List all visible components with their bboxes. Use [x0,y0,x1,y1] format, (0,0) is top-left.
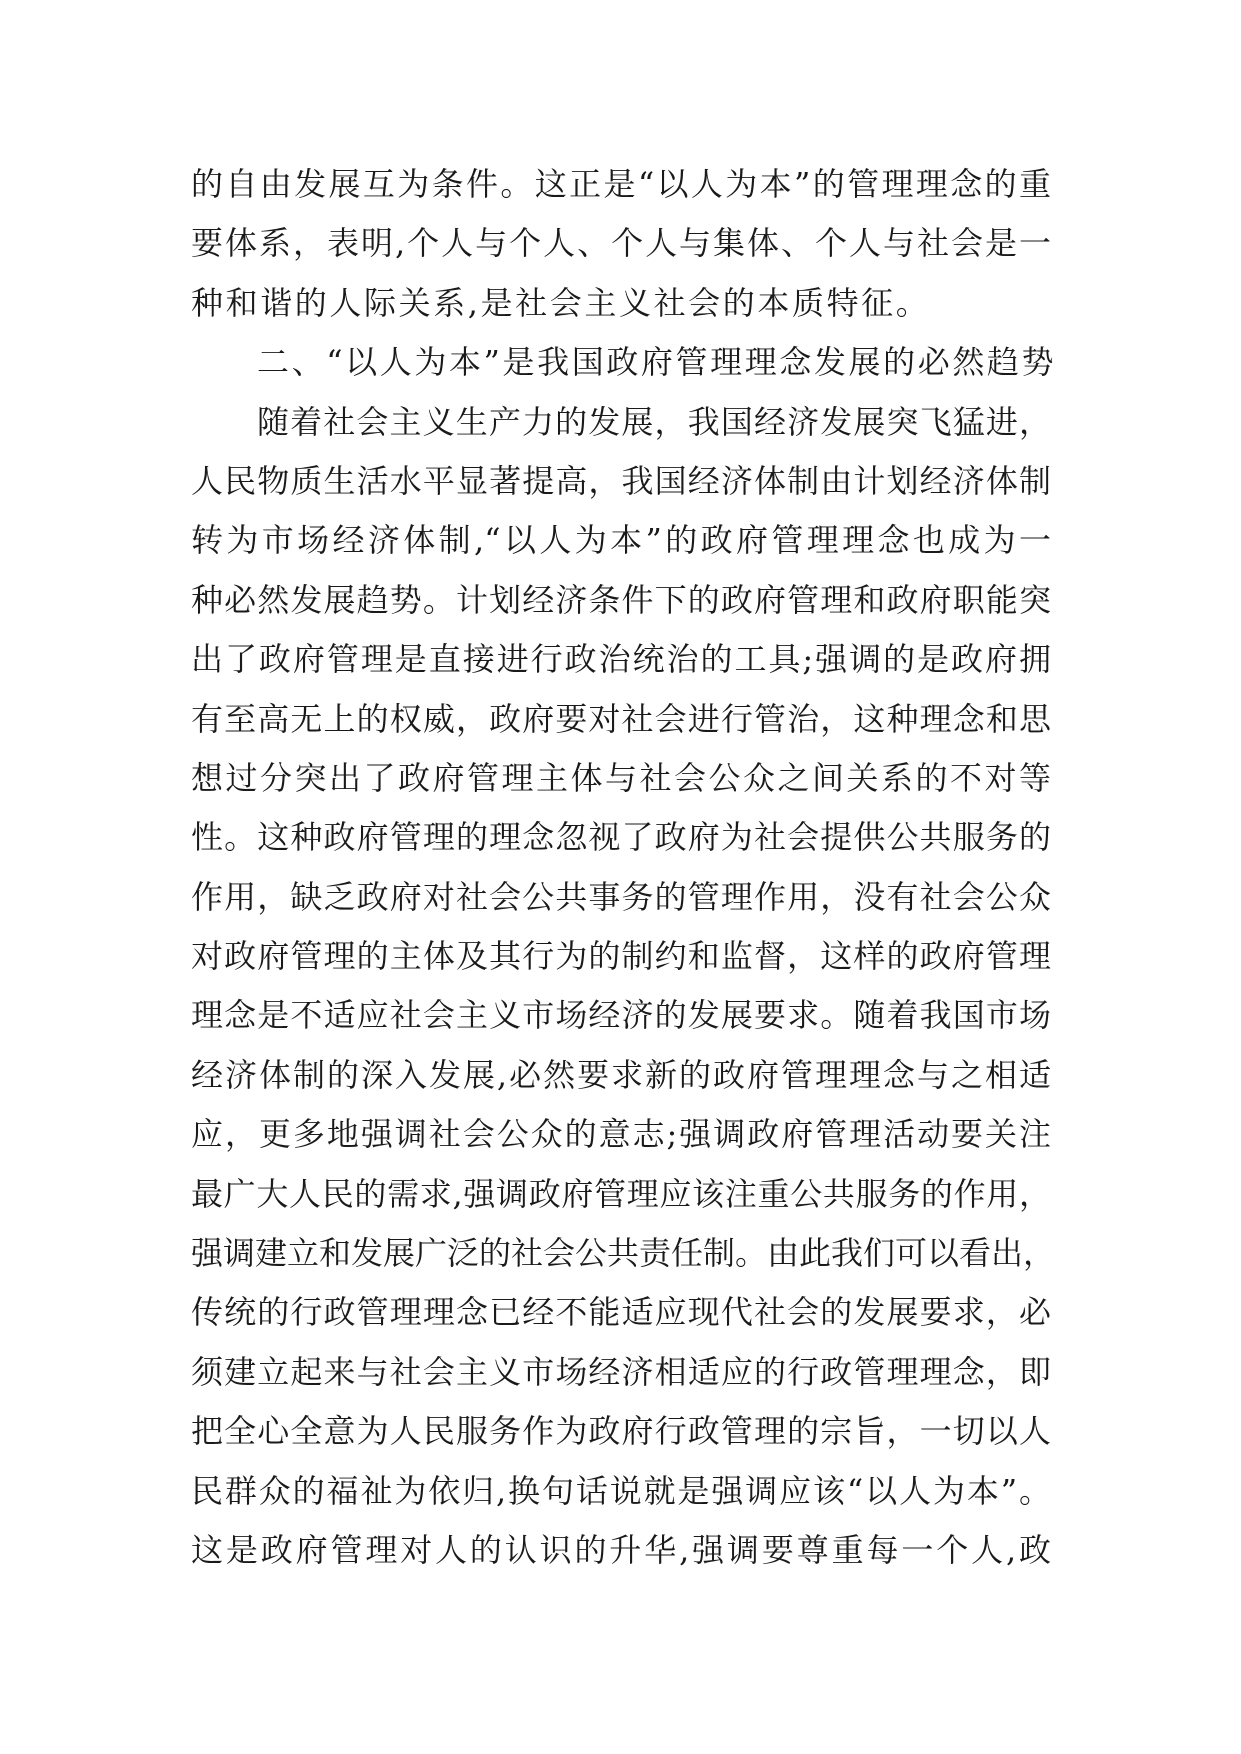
text-line: 有至高无上的权威，政府要对社会进行管治，这种理念和思 [191,699,1051,738]
text-line: 种和谐的人际关系,是社会主义社会的本质特征。 [191,283,931,322]
text-line: 人民物质生活水平显著提高，我国经济体制由计划经济体制 [191,461,1051,500]
section-heading: 二、“以人为本”是我国政府管理理念发展的必然趋势 [257,343,1057,382]
text-line: 性。这种政府管理的理念忽视了政府为社会提供公共服务的 [191,818,1051,857]
text-line: 作用，缺乏政府对社会公共事务的管理作用，没有社会公众 [191,877,1051,916]
text-line: 对政府管理的主体及其行为的制约和监督，这样的政府管理 [191,937,1051,976]
text-line: 要体系，表明,个人与个人、个人与集体、个人与社会是一 [191,224,1051,263]
text-line: 最广大人民的需求,强调政府管理应该注重公共服务的作用， [191,1174,1051,1213]
text-line: 民群众的福祉为依归,换句话说就是强调应该“以人为本”。 [191,1471,1051,1510]
text-line: 把全心全意为人民服务作为政府行政管理的宗旨，一切以人 [191,1412,1051,1451]
text-line: 转为市场经济体制,“以人为本”的政府管理理念也成为一 [191,521,1051,560]
text-line: 种必然发展趋势。计划经济条件下的政府管理和政府职能突 [191,580,1051,619]
body-text [191,155,1057,1580]
text-line: 出了政府管理是直接进行政治统治的工具;强调的是政府拥 [191,640,1051,679]
text-line: 想过分突出了政府管理主体与社会公众之间关系的不对等 [191,758,1051,797]
text-line: 传统的行政管理理念已经不能适应现代社会的发展要求，必 [191,1293,1051,1332]
text-line: 的自由发展互为条件。这正是“以人为本”的管理理念的重 [191,165,1051,203]
text-line: 理念是不适应社会主义市场经济的发展要求。随着我国市场 [191,996,1051,1035]
text-line: 随着社会主义生产力的发展，我国经济发展突飞猛进， [257,402,1051,441]
text-line: 强调建立和发展广泛的社会公共责任制。由此我们可以看出， [191,1234,1056,1273]
text-line: 应，更多地强调社会公众的意志;强调政府管理活动要关注 [191,1115,1051,1154]
text-line: 经济体制的深入发展,必然要求新的政府管理理念与之相适 [191,1055,1051,1094]
text-line: 须建立起来与社会主义市场经济相适应的行政管理理念，即 [191,1352,1051,1391]
text-line: 这是政府管理对人的认识的升华,强调要尊重每一个人,政 [191,1530,1051,1569]
